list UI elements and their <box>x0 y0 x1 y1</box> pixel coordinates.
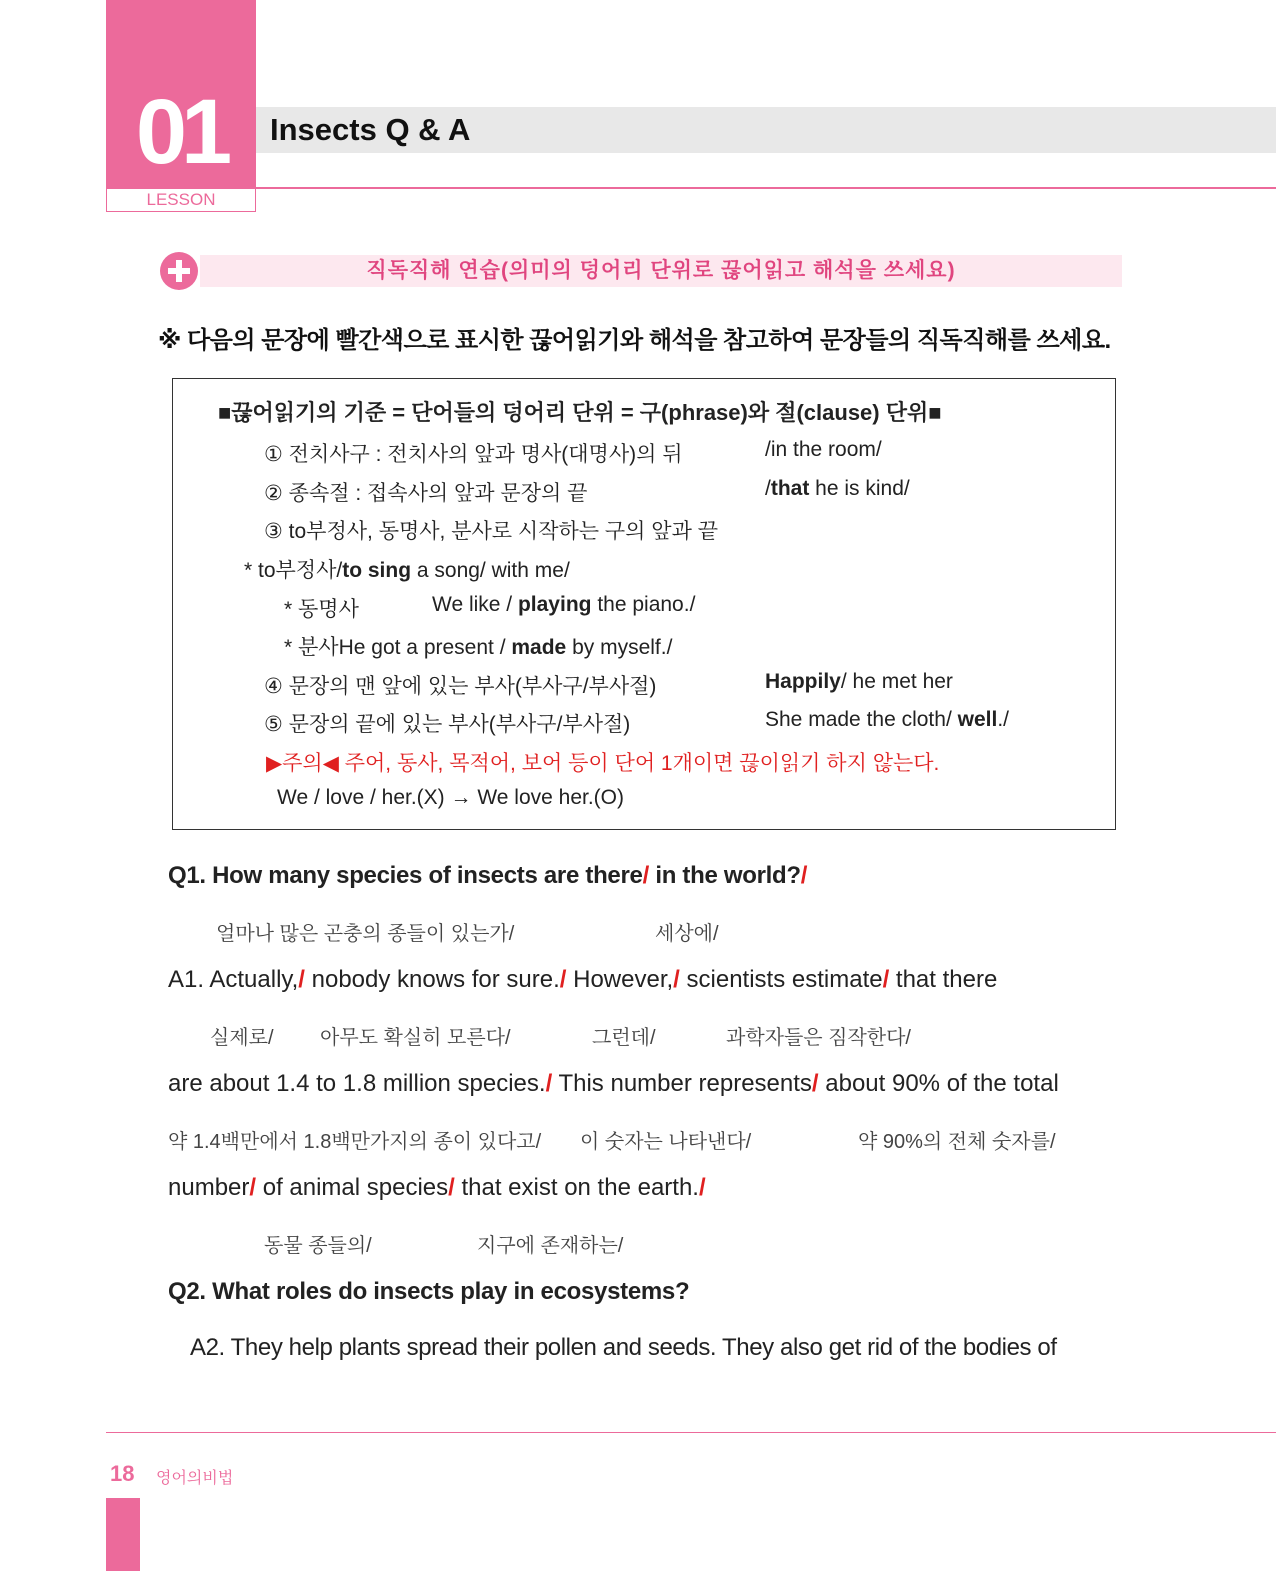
rule-4-example: Happily/ he met her <box>765 670 953 693</box>
a1-translation-3-2: 지구에 존재하는/ <box>477 1235 624 1257</box>
footer-tab <box>106 1498 140 1571</box>
a1-translation-2-2: 이 숫자는 나타낸다/ <box>580 1131 752 1153</box>
answer-1-line-1: A1. Actually,/ nobody knows for sure./ However,/ scientists estimate/ that there <box>168 966 998 993</box>
rule-5-label: ⑤ 문장의 끝에 있는 부사(부사구/부사절) <box>264 713 631 736</box>
a1-translation-3-1: 동물 종들의/ <box>264 1235 372 1257</box>
rule-3-infinitive: * to부정사/to sing a song/ with me/ <box>244 559 570 582</box>
footer-divider <box>106 1432 1276 1433</box>
section-title: 직독직해 연습(의미의 덩어리 단위로 끊어읽고 해석을 쓰세요) <box>366 259 956 282</box>
rule-2-label: ② 종속절 : 접속사의 앞과 문장의 끝 <box>264 482 588 505</box>
a1-translation-2-3: 약 90%의 전체 숫자를/ <box>858 1131 1056 1153</box>
rule-1-label: ① 전치사구 : 전치사의 앞과 명사(대명사)의 뒤 <box>264 443 683 466</box>
question-1: Q1. How many species of insects are there/ in the world?/ <box>168 862 808 889</box>
rule-2-example: /that he is kind/ <box>765 477 910 500</box>
q1-translation-2: 세상에/ <box>655 923 719 945</box>
plus-icon-bar-v <box>176 260 182 282</box>
rule-5-example: She made the cloth/ well./ <box>765 708 1009 731</box>
q1-translation-1: 얼마나 많은 곤충의 종들이 있는가/ <box>216 923 515 945</box>
a1-translation-1-3: 그런데/ <box>592 1027 656 1049</box>
a1-translation-2-1: 약 1.4백만에서 1.8백만가지의 종이 있다고/ <box>168 1131 542 1153</box>
page-title: Insects Q & A <box>270 112 471 147</box>
rule-4-label: ④ 문장의 맨 앞에 있는 부사(부사구/부사절) <box>264 675 657 698</box>
question-2: Q2. What roles do insects play in ecosystems? <box>168 1278 690 1305</box>
rules-warning: ▶주의◀ 주어, 동사, 목적어, 보어 등이 단어 1개이면 끊이읽기 하지 않는다. <box>266 752 940 775</box>
book-title: 영어의비법 <box>156 1470 234 1487</box>
page-number: 18 <box>110 1461 135 1486</box>
header-divider <box>256 187 1276 189</box>
answer-1-line-2: are about 1.4 to 1.8 million species./ This number represents/ about 90% of the total <box>168 1070 1059 1097</box>
rule-3-participle: * 분사He got a present / made by myself./ <box>284 636 673 659</box>
a1-translation-1-4: 과학자들은 짐작한다/ <box>726 1027 911 1049</box>
a1-translation-1-1: 실제로/ <box>210 1027 274 1049</box>
lesson-number: 01 <box>135 81 227 183</box>
lesson-label: LESSON <box>106 188 256 212</box>
answer-1-line-3: number/ of animal species/ that exist on the earth./ <box>168 1174 706 1201</box>
rule-1-example: /in the room/ <box>765 438 882 461</box>
rules-title: ■끊어읽기의 기준 = 단어들의 덩어리 단위 = 구(phrase)와 절(clause) 단위■ <box>218 400 942 425</box>
answer-2: A2. They help plants spread their pollen and seeds. They also get rid of the bodies of <box>190 1334 1057 1361</box>
rule-3-gerund-label: * 동명사 <box>284 598 359 621</box>
rules-warning-example: We / love / her.(X) → We love her.(O) <box>277 786 625 809</box>
rule-3-gerund-example: We like / playing the piano./ <box>432 593 696 616</box>
rule-3-label: ③ to부정사, 동명사, 분사로 시작하는 구의 앞과 끝 <box>264 520 718 543</box>
instruction: ※ 다음의 문장에 빨간색으로 표시한 끊어읽기와 해석을 참고하여 문장들의 직독직해를 쓰세요. <box>158 327 1111 354</box>
a1-translation-1-2: 아무도 확실히 모른다/ <box>320 1027 511 1049</box>
